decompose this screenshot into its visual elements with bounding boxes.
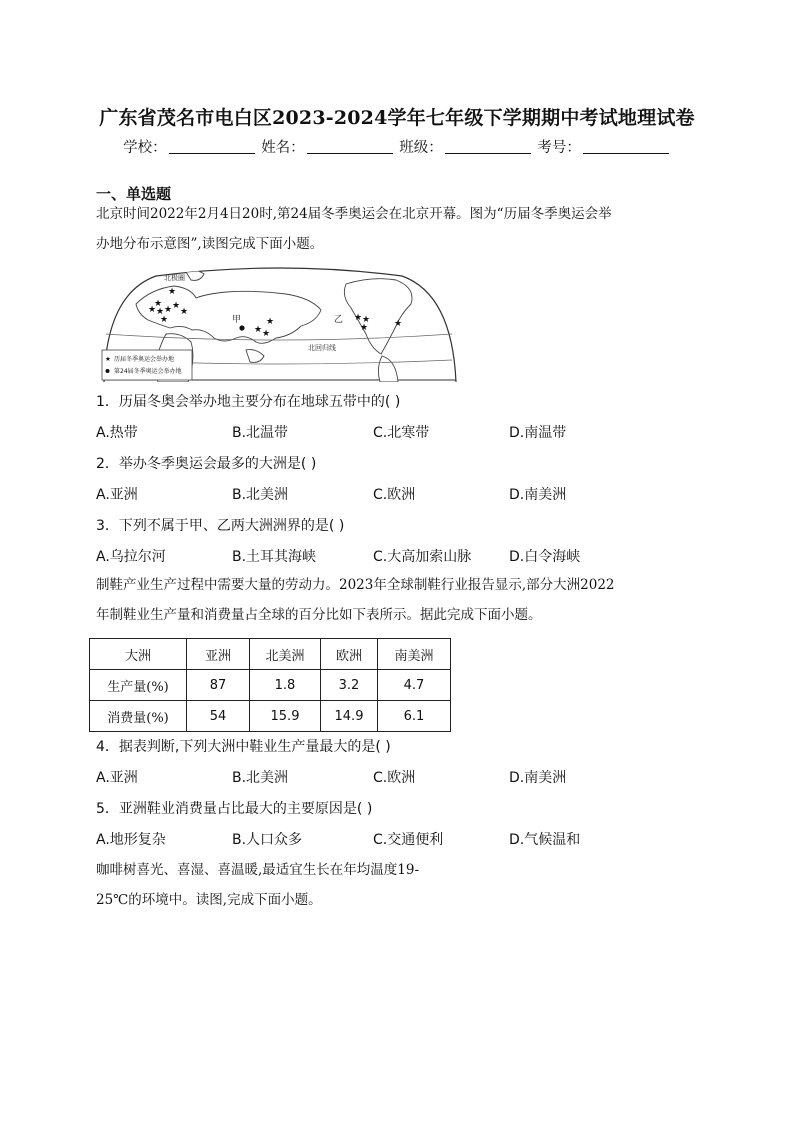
question-4: 4．据表判断,下列大洲中鞋业生产量最大的是( )	[96, 739, 391, 755]
q5-option-d[interactable]: D.气候温和	[509, 832, 581, 848]
q2-option-a[interactable]: A.亚洲	[96, 487, 138, 503]
table-cell: 14.9	[321, 701, 378, 732]
island-shape	[246, 350, 264, 363]
tropic-label: 北回归线	[308, 344, 336, 352]
host-star-icon: ★	[160, 315, 169, 325]
q1-option-d[interactable]: D.南温带	[509, 425, 567, 441]
q5-option-b[interactable]: B.人口众多	[232, 832, 303, 848]
legend-star-icon: ★	[105, 355, 111, 363]
table-header-row	[90, 639, 451, 670]
exam-title: 广东省茂名市电白区2023-2024学年七年级下学期期中考试地理试卷	[99, 107, 695, 129]
q1-option-a[interactable]: A.热带	[96, 425, 138, 441]
table-cell: 87	[187, 670, 250, 701]
intro-2-line-1: 制鞋产业生产过程中需要大量的劳动力。2023年全球制鞋行业报告显示,部分大洲2022	[96, 577, 615, 593]
host-star-icon: ★	[148, 305, 157, 315]
host-star-icon: ★	[156, 307, 165, 317]
q4-option-d[interactable]: D.南美洲	[509, 770, 567, 786]
host-star-icon: ★	[262, 329, 271, 339]
name-label: 姓名：	[261, 140, 305, 156]
q4-option-c[interactable]: C.欧洲	[373, 770, 416, 786]
exam-number-label: 考号：	[537, 140, 581, 156]
host-star-icon: ★	[172, 301, 181, 311]
table-row	[90, 670, 451, 701]
class-blank[interactable]	[445, 139, 531, 154]
table-cell: 4.7	[378, 670, 451, 701]
legend-host-label: 历届冬季奥运会举办地	[114, 356, 175, 363]
q3-option-b[interactable]: B.土耳其海峡	[232, 549, 317, 565]
intro-3-line-2: 25℃的环境中。读图,完成下面小题。	[96, 892, 322, 908]
intro-paragraph-2	[96, 570, 696, 630]
table-cell: 1.8	[250, 670, 321, 701]
beijing-dot-icon	[239, 325, 244, 330]
host-star-icon: ★	[164, 305, 173, 315]
map-legend	[102, 350, 192, 380]
host-star-icon: ★	[266, 317, 275, 327]
name-blank[interactable]	[307, 139, 393, 154]
question-2-options	[96, 484, 716, 504]
table-row	[90, 701, 451, 732]
table-cell: 6.1	[378, 701, 451, 732]
question-1-options	[96, 422, 716, 442]
shoe-industry-table	[89, 638, 451, 732]
q1-option-c[interactable]: C.北寒带	[373, 425, 430, 441]
host-star-icon: ★	[394, 319, 403, 329]
intro-3-line-1: 咖啡树喜光、喜湿、喜温暖,最适宜生长在年均温度19-	[96, 862, 420, 878]
q1-option-b[interactable]: B.北温带	[232, 425, 289, 441]
table-cell: 生产量(%)	[90, 670, 187, 701]
school-blank[interactable]	[169, 139, 255, 154]
intro-paragraph-3	[96, 855, 696, 915]
table-header-cell: 欧洲	[321, 639, 378, 670]
host-star-icon: ★	[354, 313, 363, 323]
question-5: 5．亚洲鞋业消费量占比最大的主要原因是( )	[96, 801, 373, 817]
legend-dot-icon	[106, 369, 110, 373]
host-star-icon: ★	[168, 287, 177, 297]
south-america-shape	[378, 356, 398, 382]
host-star-icon: ★	[180, 307, 189, 317]
section-heading: 一、单选题	[96, 185, 172, 203]
q2-option-c[interactable]: C.欧洲	[373, 487, 416, 503]
host-star-icon: ★	[254, 325, 263, 335]
q4-option-b[interactable]: B.北美洲	[232, 770, 289, 786]
exam-number-blank[interactable]	[583, 139, 669, 154]
q4-option-a[interactable]: A.亚洲	[96, 770, 138, 786]
question-5-options	[96, 829, 716, 849]
q2-option-d[interactable]: D.南美洲	[509, 487, 567, 503]
jia-label: 甲	[232, 315, 242, 325]
yi-label: 乙	[334, 315, 344, 325]
question-1: 1．历届冬奥会举办地主要分布在地球五带中的( )	[96, 394, 401, 410]
intro-paragraph-1	[96, 199, 696, 259]
table-cell: 15.9	[250, 701, 321, 732]
student-info-line	[0, 136, 794, 157]
intro-1-line-1: 北京时间2022年2月4日20时,第24届冬季奥运会在北京开幕。图为“历届冬季奥运会举	[96, 206, 612, 222]
table-cell: 54	[187, 701, 250, 732]
q3-option-d[interactable]: D.白令海峡	[509, 549, 581, 565]
question-2: 2．举办冬季奥运会最多的大洲是( )	[96, 456, 317, 472]
host-star-icon: ★	[362, 315, 371, 325]
table-cell: 3.2	[321, 670, 378, 701]
host-star-icon: ★	[360, 323, 369, 333]
question-4-options	[96, 767, 716, 787]
intro-1-line-2: 办地分布示意图”,读图完成下面小题。	[96, 236, 324, 252]
winter-olympics-map	[96, 264, 462, 382]
question-3-options	[96, 546, 716, 566]
arctic-circle-label: 北极圈	[164, 274, 185, 282]
question-3: 3．下列不属于甲、乙两大洲洲界的是( )	[96, 518, 345, 534]
q2-option-b[interactable]: B.北美洲	[232, 487, 289, 503]
table-header-cell: 南美洲	[378, 639, 451, 670]
table-header-cell: 大洲	[90, 639, 187, 670]
intro-2-line-2: 年制鞋业生产量和消费量占全球的百分比如下表所示。据此完成下面小题。	[96, 607, 542, 623]
q3-option-c[interactable]: C.大高加索山脉	[373, 549, 472, 565]
school-label: 学校：	[123, 140, 167, 156]
legend-beijing-label: 第24届冬季奥运会举办地	[114, 368, 182, 375]
q5-option-c[interactable]: C.交通便利	[373, 832, 444, 848]
class-label: 班级：	[399, 140, 443, 156]
table-header-cell: 北美洲	[250, 639, 321, 670]
host-star-icon: ★	[154, 299, 163, 309]
q5-option-a[interactable]: A.地形复杂	[96, 832, 166, 848]
q3-option-a[interactable]: A.乌拉尔河	[96, 549, 166, 565]
table-cell: 消费量(%)	[90, 701, 187, 732]
table-header-cell: 亚洲	[187, 639, 250, 670]
